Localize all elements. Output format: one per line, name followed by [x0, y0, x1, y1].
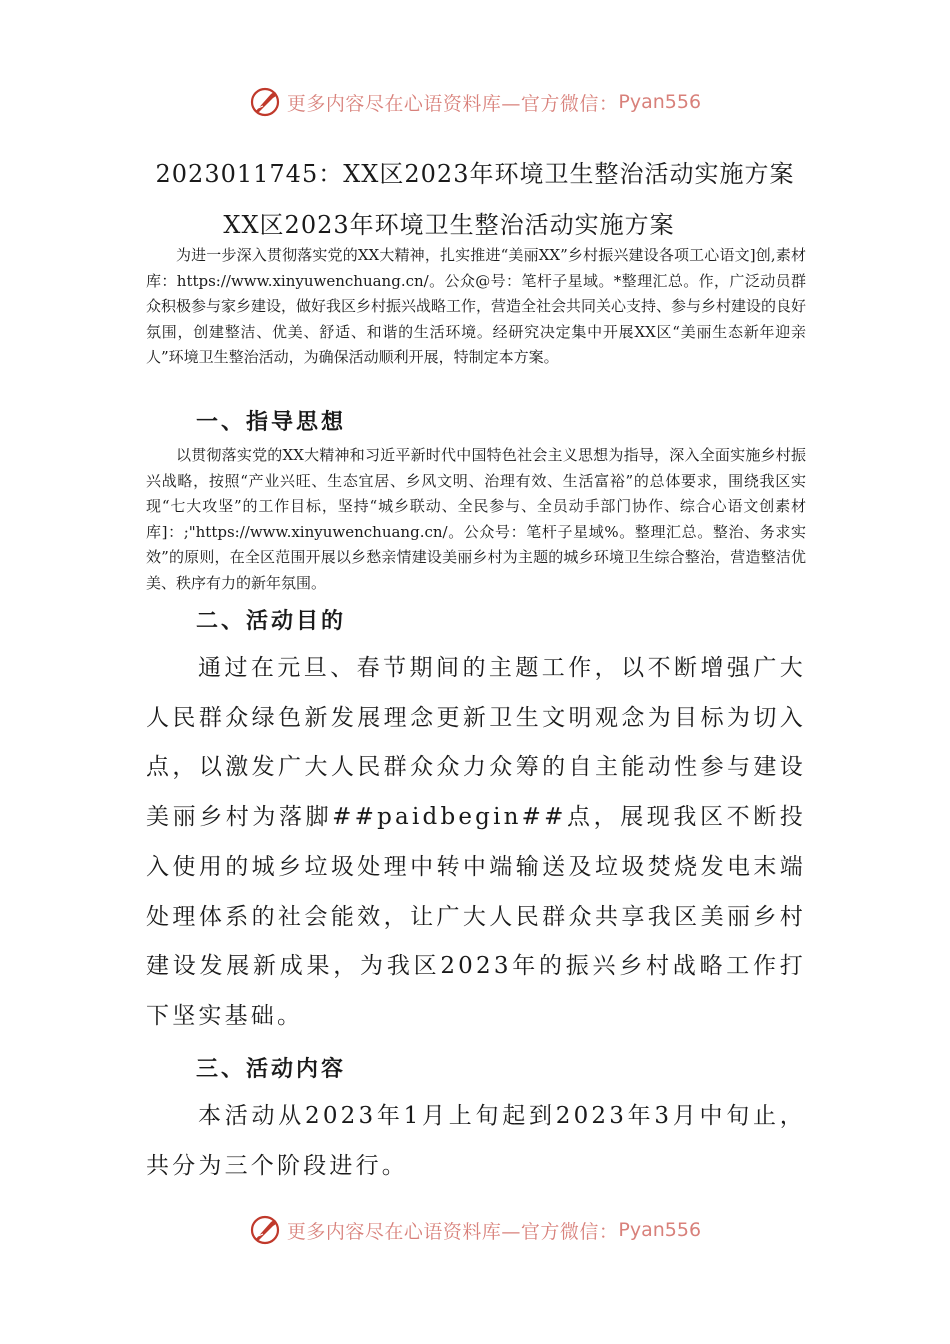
document-title: XX区2023年环境卫生整治活动实施方案 [223, 211, 675, 239]
footer-watermark [0, 1210, 950, 1250]
watermark-wechat-id: Pyan556 [618, 1219, 702, 1241]
section-heading-purpose: 二、活动目的 [196, 608, 347, 634]
section-body-purpose: 通过在元旦、春节期间的主题工作，以不断增强广大人民群众绿色新发展理念更新卫生文明观念为目标为切入点，以激发广大人民群众众力众筹的自主能动性参与建设美丽乡村为落脚##paidbegin##点，展现我区不断投入使用的城乡垃圾处理中转中端输送及垃圾焚烧发电末端处理体系的社会能效，让广大人民群众共享我区美丽乡村建设发展新成果，为我区2023年的振兴乡村战略工作打下坚实基础。 [146, 655, 806, 1029]
intro-paragraph: 为进一步深入贯彻落实党的XX大精神，扎实推进“美丽XX”乡村振兴建设各项工心语文]创,素材库：https://www.xinyuwenchuang.cn/。公众@号：笔杆子星域。*整理汇总。作，广泛动员群众积极参与家乡建设，做好我区乡村振兴战略工作，营造全社会共同关心支持、参与乡村建设的良好氛围，创建整洁、优美、舒适、和谐的生活环境。经研究决定集中开展XX区“美丽生态新年迎亲人”环境卫生整治活动，为确保活动顺利开展，特制定本方案。 [146, 246, 807, 366]
watermark-wechat-id: Pyan556 [618, 91, 702, 113]
section-body-guiding-ideology: 以贯彻落实党的XX大精神和习近平新时代中国特色社会主义思想为指导，深入全面实施乡村振兴战略，按照“产业兴旺、生态宜居、乡风文明、治理有效、生活富裕”的总体要求，围绕我区实现“七大攻坚”的工作目标，坚持“城乡联动、全民参与、全员动手部门协作、综合心语文创素材库]：;"https://www.xinyuwenchuang.cn/。公众号：笔杆子星域%。整理汇总。整治、务求实效”的原则，在全区范围开展以乡愁亲情建设美丽乡村为主题的城乡环境卫生综合整治，营造整洁优美、秩序有力的新年氛围。 [146, 446, 806, 592]
header-watermark [0, 82, 950, 122]
section-heading-content: 三、活动内容 [196, 1056, 347, 1082]
watermark-text: 更多内容尽在心语资料库—官方微信： [286, 1220, 619, 1243]
document-title-with-id: 2023011745：XX区2023年环境卫生整治活动实施方案 [155, 160, 795, 188]
section-body-content: 本活动从2023年1月上旬起到2023年3月中旬止，共分为三个阶段进行。 [146, 1103, 806, 1179]
watermark-text: 更多内容尽在心语资料库—官方微信： [286, 92, 619, 115]
section-heading-guiding-ideology: 一、指导思想 [196, 409, 347, 435]
quill-pen-logo-icon [249, 1214, 281, 1246]
quill-pen-logo-icon [249, 86, 281, 118]
